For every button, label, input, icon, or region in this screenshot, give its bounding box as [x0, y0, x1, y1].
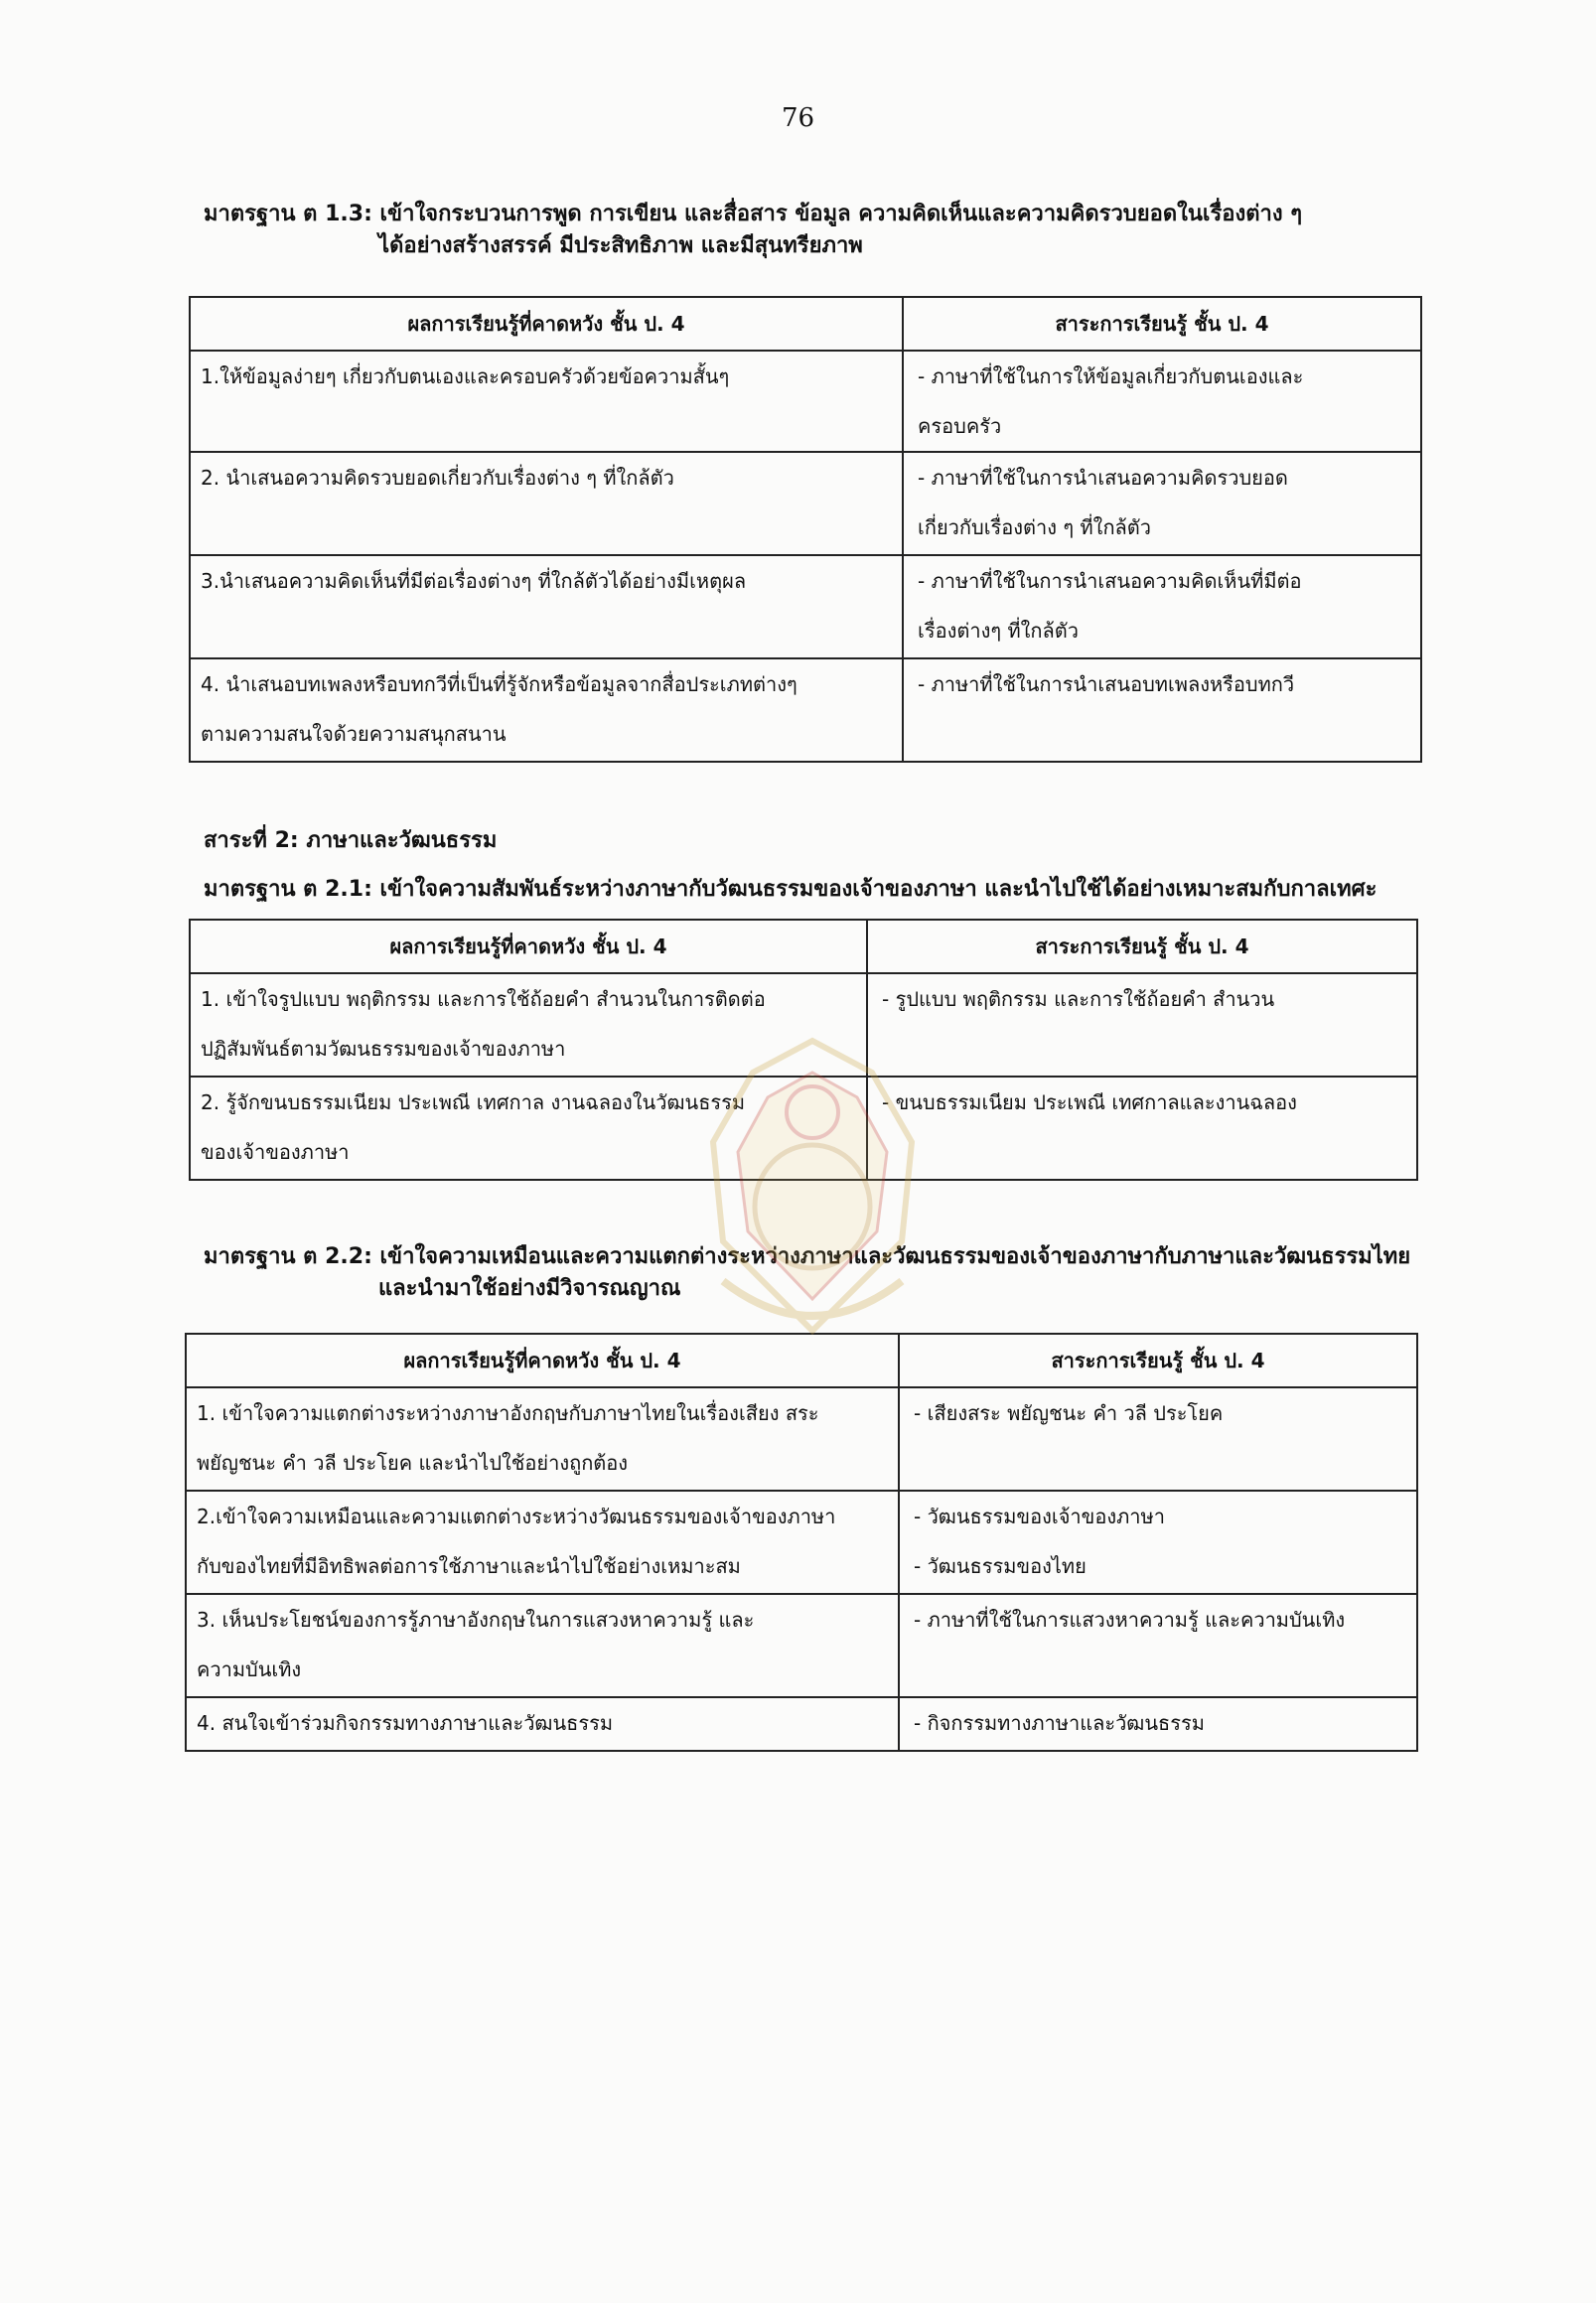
outcome-cell: 2. นำเสนอความคิดรวบยอดเกี่ยวกับเรื่องต่าง ๆ ที่ใกล้ตัว [190, 452, 903, 555]
header-learning-content: สาระการเรียนรู้ ชั้น ป. 4 [899, 1334, 1417, 1387]
header-expected-outcomes: ผลการเรียนรู้ที่คาดหวัง ชั้น ป. 4 [186, 1334, 899, 1387]
header-learning-content: สาระการเรียนรู้ ชั้น ป. 4 [867, 920, 1417, 973]
standard-line-1: มาตรฐาน ต 1.3: เข้าใจกระบวนการพูด การเขียน และสื่อสาร ข้อมูล ความคิดเห็นและความคิดรวบยอดในเรื่องต่าง ๆ [204, 202, 1303, 226]
table-standard-1-3 [189, 296, 1422, 763]
standard-line-2: และนำมาใช้อย่างมีวิจารณญาณ [378, 1276, 681, 1301]
standard-heading-2-2 [204, 1241, 1410, 1305]
content-cell: - รูปแบบ พฤติกรรม และการใช้ถ้อยคำ สำนวน [867, 973, 1417, 1077]
table-row [190, 555, 1421, 658]
table-row [190, 973, 1417, 1077]
outcome-cell: 4. นำเสนอบทเพลงหรือบทกวีที่เป็นที่รู้จักหรือข้อมูลจากสื่อประเภทต่างๆ ตามความสนใจด้วยความสนุกสนาน [190, 658, 903, 762]
page-number: 76 [781, 103, 815, 133]
table-row [186, 1697, 1417, 1751]
content-cell: - ภาษาที่ใช้ในการแสวงหาความรู้ และความบันเทิง [899, 1594, 1417, 1697]
content-cell: - ภาษาที่ใช้ในการนำเสนอความคิดรวบยอด เกี่ยวกับเรื่องต่าง ๆ ที่ใกล้ตัว [903, 452, 1421, 555]
header-expected-outcomes: ผลการเรียนรู้ที่คาดหวัง ชั้น ป. 4 [190, 920, 867, 973]
content-cell: - ภาษาที่ใช้ในการนำเสนอความคิดเห็นที่มีต่อ เรื่องต่างๆ ที่ใกล้ตัว [903, 555, 1421, 658]
standard-line-1: มาตรฐาน ต 2.2: เข้าใจความเหมือนและความแตกต่างระหว่างภาษาและวัฒนธรรมของเจ้าของภาษากับภาษาและวัฒนธรรมไทย [204, 1244, 1411, 1269]
outcome-cell: 1.ให้ข้อมูลง่ายๆ เกี่ยวกับตนเองและครอบครัวด้วยข้อความสั้นๆ [190, 351, 903, 452]
table-header-row [186, 1334, 1417, 1387]
outcome-cell: 1. เข้าใจรูปแบบ พฤติกรรม และการใช้ถ้อยคำ สำนวนในการติดต่อ ปฏิสัมพันธ์ตามวัฒนธรรมของเจ้าของภาษา [190, 973, 867, 1077]
content-cell: - กิจกรรมทางภาษาและวัฒนธรรม [899, 1697, 1417, 1751]
content-cell: - ภาษาที่ใช้ในการนำเสนอบทเพลงหรือบทกวี [903, 658, 1421, 762]
standard-line-1: มาตรฐาน ต 2.1: เข้าใจความสัมพันธ์ระหว่างภาษากับวัฒนธรรมของเจ้าของภาษา และนำไปใช้ได้อย่างเหมาะสมกับกาลเทศะ [204, 877, 1378, 902]
table-row [190, 452, 1421, 555]
table-row [186, 1387, 1417, 1491]
table-standard-2-1 [189, 919, 1418, 1181]
content-cell: - ขนบธรรมเนียม ประเพณี เทศกาลและงานฉลอง [867, 1077, 1417, 1180]
outcome-cell: 3.นำเสนอความคิดเห็นที่มีต่อเรื่องต่างๆ ที่ใกล้ตัวได้อย่างมีเหตุผล [190, 555, 903, 658]
subject-heading-2: สาระที่ 2: ภาษาและวัฒนธรรม [204, 828, 498, 853]
table-header-row [190, 297, 1421, 351]
outcome-cell: 3. เห็นประโยชน์ของการรู้ภาษาอังกฤษในการแสวงหาความรู้ และ ความบันเทิง [186, 1594, 899, 1697]
header-expected-outcomes: ผลการเรียนรู้ที่คาดหวัง ชั้น ป. 4 [190, 297, 903, 351]
header-learning-content: สาระการเรียนรู้ ชั้น ป. 4 [903, 297, 1421, 351]
outcome-cell: 2. รู้จักขนบธรรมเนียม ประเพณี เทศกาล งานฉลองในวัฒนธรรม ของเจ้าของภาษา [190, 1077, 867, 1180]
table-standard-2-2 [185, 1333, 1418, 1752]
content-cell: - ภาษาที่ใช้ในการให้ข้อมูลเกี่ยวกับตนเองและ ครอบครัว [903, 351, 1421, 452]
standard-heading-1-3 [204, 199, 1302, 262]
table-row [190, 1077, 1417, 1180]
standard-line-2: ได้อย่างสร้างสรรค์ มีประสิทธิภาพ และมีสุนทรียภาพ [378, 233, 863, 258]
outcome-cell: 2.เข้าใจความเหมือนและความแตกต่างระหว่างวัฒนธรรมของเจ้าของภาษา กับของไทยที่มีอิทธิพลต่อการใช้ภาษาและนำไปใช้อย่างเหมาะสม [186, 1491, 899, 1594]
table-row [190, 658, 1421, 762]
standard-heading-2-1 [204, 874, 1377, 906]
outcome-cell: 4. สนใจเข้าร่วมกิจกรรมทางภาษาและวัฒนธรรม [186, 1697, 899, 1751]
outcome-cell: 1. เข้าใจความแตกต่างระหว่างภาษาอังกฤษกับภาษาไทยในเรื่องเสียง สระ พยัญชนะ คำ วลี ประโยค และนำไปใช้อย่างถูกต้อง [186, 1387, 899, 1491]
table-header-row [190, 920, 1417, 973]
table-row [186, 1594, 1417, 1697]
content-cell: - วัฒนธรรมของเจ้าของภาษา - วัฒนธรรมของไทย [899, 1491, 1417, 1594]
content-cell: - เสียงสระ พยัญชนะ คำ วลี ประโยค [899, 1387, 1417, 1491]
table-row [190, 351, 1421, 452]
table-row [186, 1491, 1417, 1594]
